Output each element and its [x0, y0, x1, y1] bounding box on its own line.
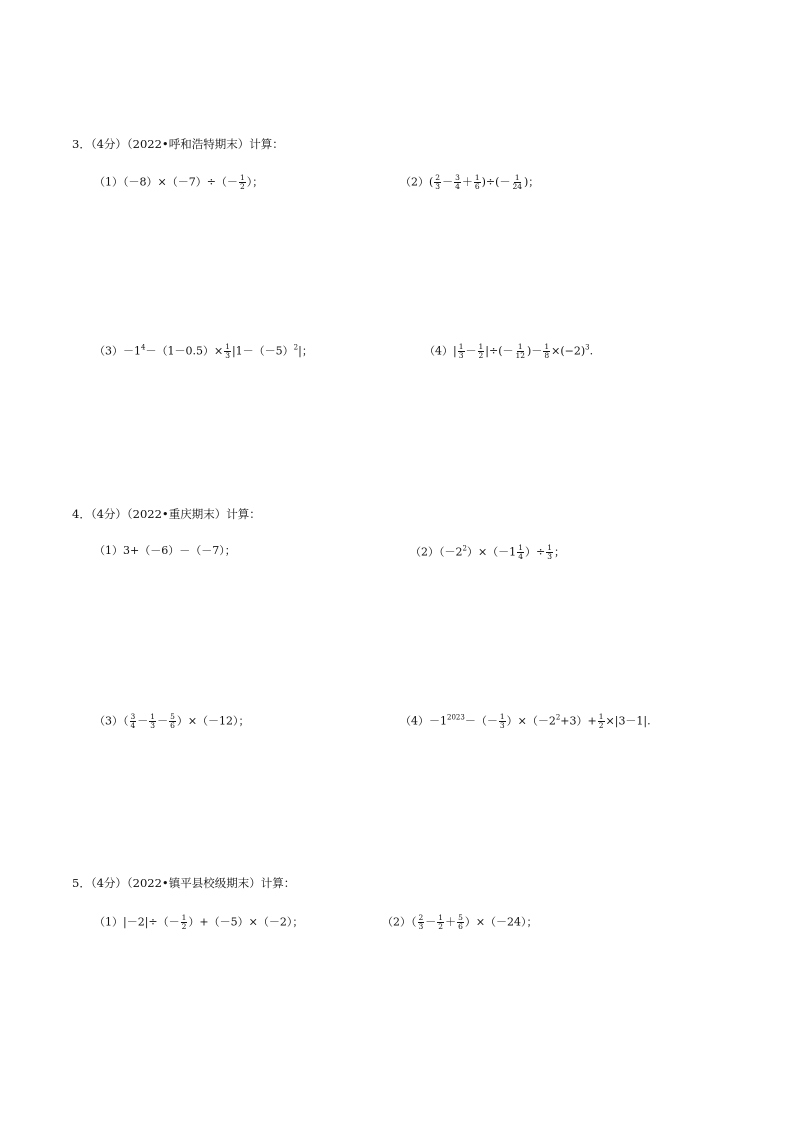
part-label: （3）	[94, 344, 123, 358]
fraction	[543, 343, 550, 360]
denominator: 4	[518, 552, 523, 561]
numerator: 1	[478, 342, 484, 351]
fraction	[499, 713, 506, 730]
denominator: 6	[170, 721, 175, 730]
part-label: （3）	[94, 714, 123, 728]
expr-text: |；	[298, 344, 313, 358]
expr-text: －1	[123, 344, 141, 358]
exponent: 2	[462, 544, 467, 553]
expr-text: （－8）×（－7）÷（－	[123, 175, 238, 189]
expr-text: （－2	[439, 545, 463, 559]
fraction	[454, 174, 461, 191]
fraction	[517, 544, 524, 561]
numerator: 1	[598, 712, 604, 721]
problem-instruction: 计算：	[260, 876, 296, 890]
expr-text: |	[453, 344, 457, 358]
fraction	[434, 174, 441, 191]
expr-text: ＋	[461, 175, 473, 189]
exponent: 3	[585, 343, 590, 352]
numerator: 1	[547, 543, 552, 552]
expr-text: +3）+	[560, 714, 597, 728]
denominator: 3	[499, 721, 505, 730]
part-label: （4）	[424, 344, 453, 358]
numerator: 5	[458, 913, 463, 922]
denominator: 6	[474, 182, 480, 191]
fraction	[598, 713, 605, 730]
problem-3-part-2	[400, 174, 539, 191]
fraction	[478, 343, 485, 360]
fraction	[418, 914, 425, 931]
problem-source: （2022•呼和浩特期末）	[126, 137, 250, 151]
problem-4-part-2	[410, 544, 565, 561]
denominator: 3	[458, 351, 464, 360]
part-label: （1）	[94, 915, 123, 929]
denominator: 4	[130, 721, 136, 730]
expr-text: －	[465, 344, 477, 358]
fraction	[181, 914, 188, 931]
denominator: 3	[225, 351, 230, 360]
expr-text: ）×（－2	[506, 714, 556, 728]
numerator: 1	[225, 342, 230, 351]
expr-text: |－2|÷（－	[123, 915, 180, 929]
problem-4-part-4	[400, 713, 651, 730]
part-label: （1）	[94, 544, 123, 557]
expr-text: ）+（－5）×（－2）；	[188, 915, 304, 929]
exponent: 2	[293, 343, 299, 352]
problem-4-header	[72, 507, 261, 521]
numerator: 1	[499, 712, 505, 721]
exponent: 4	[141, 343, 146, 352]
expr-text: －	[137, 714, 149, 728]
expr-text: ×|3－1|.	[605, 714, 651, 728]
expr-text: －1	[429, 714, 447, 728]
exponent: 2	[555, 713, 561, 722]
denominator: 4	[455, 182, 460, 191]
fraction	[457, 914, 464, 931]
fraction	[546, 544, 553, 561]
expr-text: ；	[553, 545, 565, 559]
expr-text: ）×（－12）；	[176, 714, 250, 728]
expr-text: ×(−2)	[551, 344, 586, 358]
problem-score: （4分）	[90, 507, 127, 521]
numerator: 1	[544, 342, 550, 351]
numerator: 1	[474, 173, 480, 182]
fraction	[437, 914, 444, 931]
expr-text: －	[157, 714, 169, 728]
problem-instruction: 计算：	[226, 507, 261, 521]
fraction	[169, 713, 176, 730]
part-label: （4）	[400, 714, 429, 728]
expr-text: (	[429, 175, 434, 189]
problem-3-part-4	[424, 343, 593, 360]
expr-text: ）；	[246, 175, 264, 189]
problem-4-part-3	[94, 713, 250, 730]
fraction	[474, 174, 481, 191]
problem-4-part-1	[94, 544, 236, 558]
expr-text: －	[425, 915, 437, 929]
denominator: 2	[478, 351, 484, 360]
numerator: 2	[418, 913, 424, 922]
expr-text: －（1－0.5）×	[145, 344, 224, 358]
problem-5-part-1	[94, 914, 303, 931]
fraction	[224, 343, 231, 360]
fraction	[511, 174, 523, 191]
problem-number: 5．	[72, 876, 91, 890]
numerator: 1	[518, 543, 523, 552]
denominator: 12	[515, 351, 526, 360]
expr-text: .	[589, 344, 594, 358]
expr-text: －（－	[464, 714, 498, 728]
denominator: 2	[239, 182, 245, 191]
numerator: 1	[514, 173, 520, 182]
denominator: 3	[547, 552, 552, 561]
problem-3-part-3	[94, 343, 313, 360]
numerator: 1	[517, 342, 523, 351]
numerator: 3	[130, 712, 136, 721]
problem-source: （2022•镇平县校级期末）	[126, 876, 261, 890]
fraction	[239, 174, 246, 191]
problem-score: （4分）	[90, 137, 127, 151]
expr-text: )；	[524, 175, 540, 189]
problem-number: 3．	[72, 137, 91, 151]
problem-instruction: 计算：	[249, 137, 284, 151]
denominator: 3	[418, 922, 424, 931]
numerator: 1	[458, 342, 464, 351]
denominator: 24	[512, 182, 522, 191]
numerator: 5	[170, 712, 175, 721]
problem-3-part-1	[94, 174, 263, 191]
numerator: 2	[435, 173, 441, 182]
problem-3-header	[72, 137, 284, 151]
denominator: 2	[598, 721, 604, 730]
numerator: 3	[455, 173, 460, 182]
fraction	[130, 713, 137, 730]
fraction	[458, 343, 465, 360]
expr-text: ）×（－24）；	[464, 915, 538, 929]
numerator: 1	[438, 913, 444, 922]
fraction	[149, 713, 156, 730]
expr-text: ）÷	[524, 545, 546, 559]
numerator: 1	[239, 173, 245, 182]
expr-text: －	[442, 175, 454, 189]
expr-text: |1－（－5）	[231, 344, 294, 358]
problem-5-header	[72, 876, 295, 890]
denominator: 3	[150, 721, 156, 730]
numerator: 1	[150, 712, 156, 721]
expr-text: |÷(－	[485, 344, 514, 358]
denominator: 2	[438, 922, 444, 931]
part-label: （1）	[94, 175, 123, 189]
part-label: （2）	[400, 175, 429, 189]
expr-text: ＋	[445, 915, 457, 929]
denominator: 2	[181, 922, 187, 931]
exponent: 2023	[447, 713, 465, 722]
denominator: 3	[435, 182, 441, 191]
fraction	[515, 343, 527, 360]
problem-5-part-2	[382, 914, 538, 931]
denominator: 6	[458, 922, 463, 931]
problem-score: （4分）	[90, 876, 127, 890]
expr-text: （	[411, 915, 417, 929]
expr-text: )÷(－	[481, 175, 511, 189]
expr-text: ）×（－1	[466, 545, 517, 559]
problem-number: 4．	[72, 507, 91, 521]
expr-text: （	[123, 714, 129, 728]
problem-source: （2022•重庆期末）	[126, 507, 227, 521]
numerator: 1	[181, 913, 187, 922]
part-label: （2）	[382, 915, 411, 929]
denominator: 8	[544, 351, 550, 360]
part-label: （2）	[410, 545, 439, 559]
expr-text: 3+（－6）－（－7）；	[123, 544, 236, 557]
expr-text: )－	[527, 344, 543, 358]
